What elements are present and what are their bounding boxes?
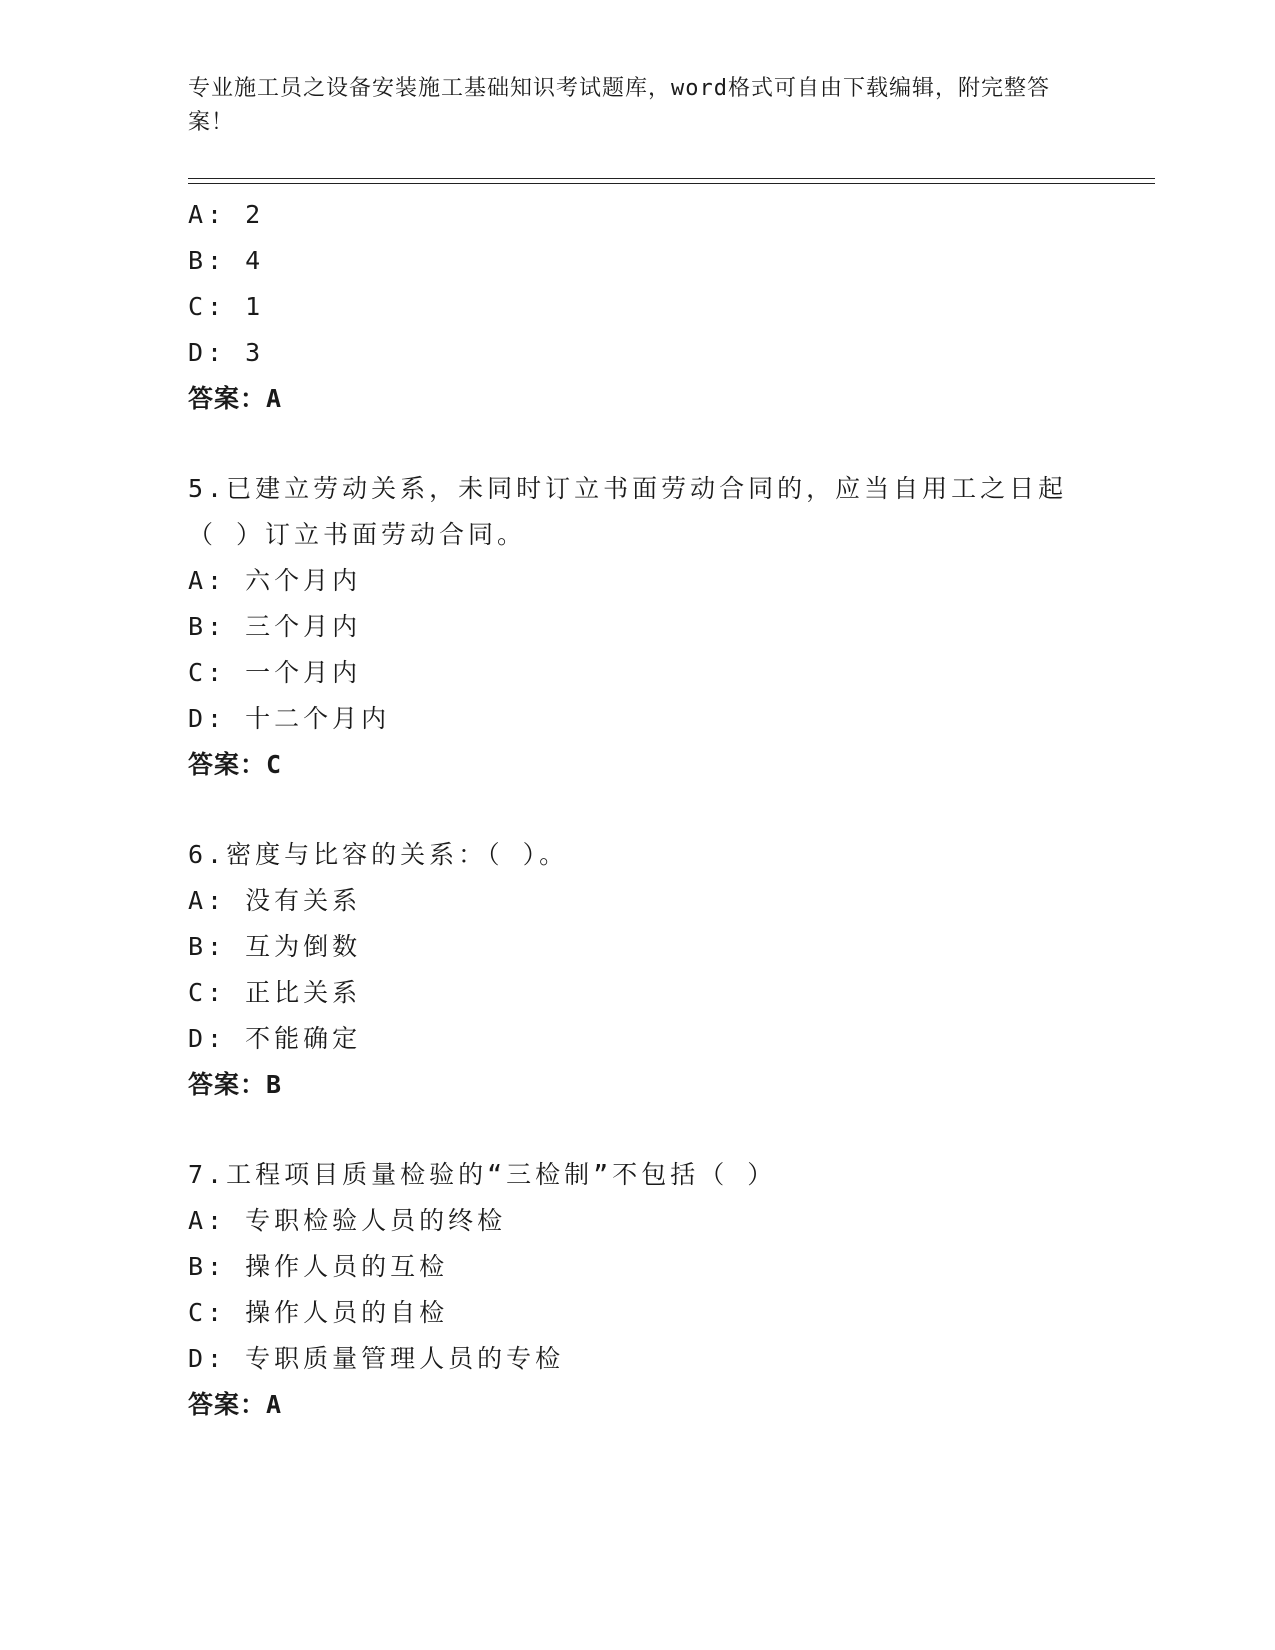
answer-label: 答案：C	[188, 750, 283, 779]
option-a: A: 2	[188, 200, 265, 229]
option-a: A: 没有关系	[188, 886, 362, 915]
question-list	[188, 192, 1088, 1428]
question-title: 7.工程项目质量检验的“三检制”不包括（ ）	[188, 1160, 777, 1189]
option-c: C: 一个月内	[188, 658, 362, 687]
option-d: D: 不能确定	[188, 1024, 362, 1053]
option-d: D: 十二个月内	[188, 704, 391, 733]
option-b: B: 三个月内	[188, 612, 362, 641]
question-block-6	[188, 832, 1088, 1108]
document-header: 专业施工员之设备安装施工基础知识考试题库，word格式可自由下载编辑，附完整答案！	[188, 76, 1050, 135]
option-d: D: 专职质量管理人员的专检	[188, 1344, 565, 1373]
option-a: A: 专职检验人员的终检	[188, 1206, 507, 1235]
option-b: B: 4	[188, 246, 265, 275]
header-divider-bottom	[188, 183, 1155, 184]
question-block-4	[188, 192, 1088, 422]
answer-label: 答案：A	[188, 384, 283, 413]
option-b: B: 互为倒数	[188, 932, 362, 961]
option-d: D: 3	[188, 338, 265, 367]
question-title: 5.已建立劳动关系，未同时订立书面劳动合同的，应当自用工之日起（ ）订立书面劳动合同。	[188, 474, 1068, 549]
question-block-5	[188, 466, 1088, 788]
question-block-7	[188, 1152, 1088, 1428]
option-c: C: 1	[188, 292, 265, 321]
question-title: 6.密度与比容的关系：（ ）。	[188, 840, 569, 869]
header-divider-top	[188, 178, 1155, 179]
option-c: C: 操作人员的自检	[188, 1298, 449, 1327]
answer-label: 答案：A	[188, 1390, 283, 1419]
option-a: A: 六个月内	[188, 566, 362, 595]
answer-label: 答案：B	[188, 1070, 283, 1099]
option-c: C: 正比关系	[188, 978, 362, 1007]
option-b: B: 操作人员的互检	[188, 1252, 449, 1281]
